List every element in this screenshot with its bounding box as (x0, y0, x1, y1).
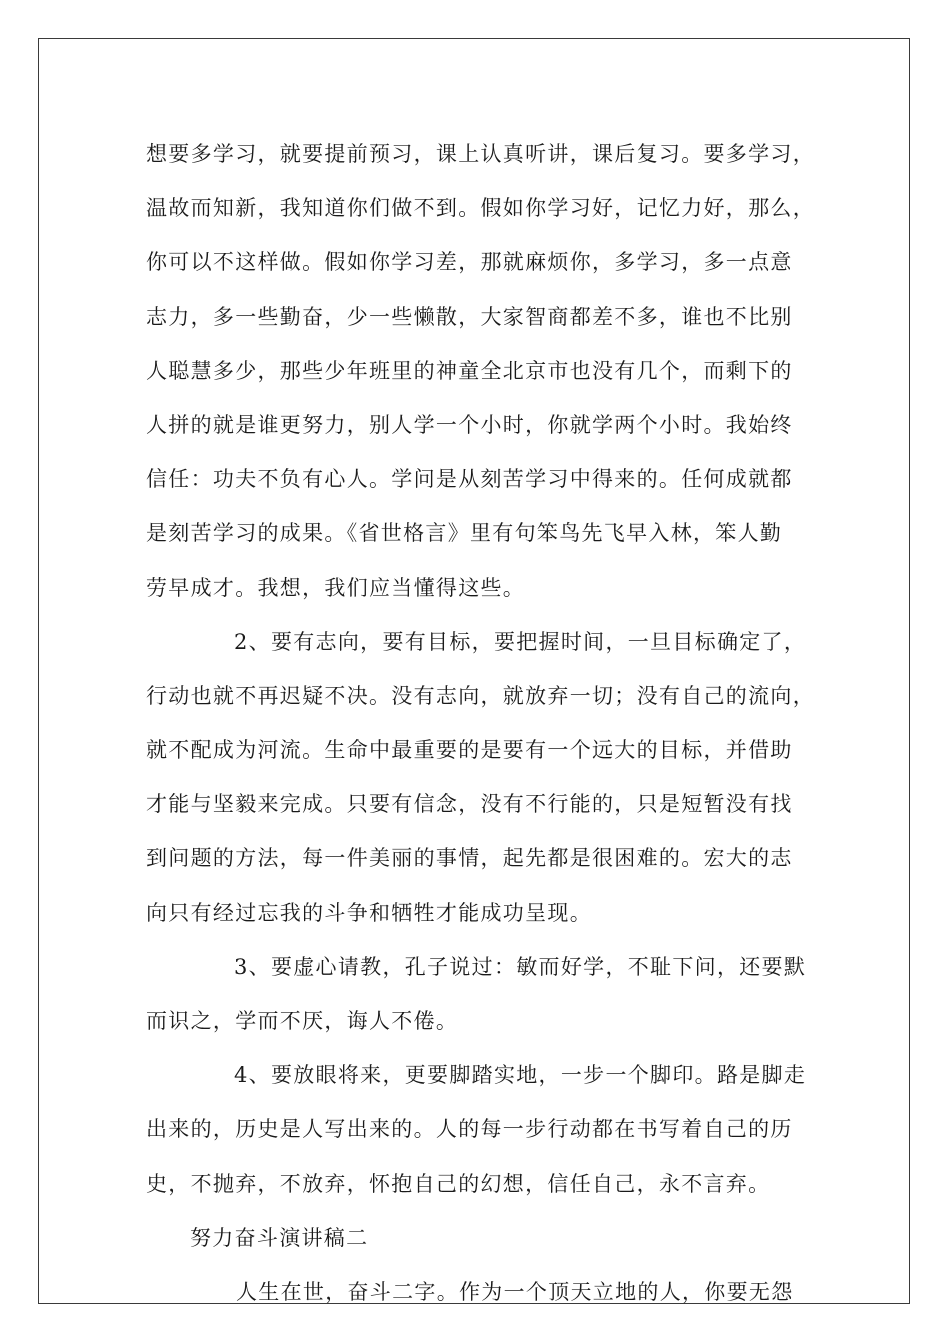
text-line: 到问题的方法，每一件美丽的事情，起先都是很困难的。宏大的志 (146, 846, 793, 871)
text-line: 是刻苦学习的成果。《省世格言》里有句笨鸟先飞早入林，笨人勤 (146, 521, 783, 546)
paragraph-2 (146, 615, 822, 940)
text-line: 史，不抛弃，不放弃，怀抱自己的幻想，信任自己，永不言弃。 (146, 1171, 771, 1196)
text-line: 人拼的就是谁更努力，别人学一个小时，你就学两个小时。我始终 (146, 412, 793, 437)
text-line: 你可以不这样做。假如你学习差，那就麻烦你，多学习，多一点意 (146, 250, 793, 275)
text-line: 3、要虚心请教，孔子说过：敏而好学，不耻下问，还要默 (234, 954, 807, 979)
text-line: 出来的，历史是人写出来的。人的每一步行动都在书写着自己的历 (146, 1117, 793, 1142)
paragraph-4 (146, 1048, 822, 1211)
text-line: 温故而知新，我知道你们做不到。假如你学习好，记忆力好，那么， (146, 196, 815, 221)
text-line: 志力，多一些勤奋，少一些懒散，大家智商都差不多，谁也不比别 (146, 304, 793, 329)
document-body (146, 127, 822, 1319)
text-line: 而识之，学而不厌，诲人不倦。 (146, 1009, 459, 1033)
section-heading: 努力奋斗演讲稿二 (190, 1225, 369, 1250)
paragraph-5 (146, 1265, 822, 1319)
paragraph-1 (146, 127, 822, 615)
text-line: 人生在世，奋斗二字。作为一个顶天立地的人，你要无怨 (236, 1279, 794, 1304)
text-line: 2、要有志向，要有目标，要把握时间，一旦目标确定了， (234, 629, 807, 654)
text-line: 4、要放眼将来，更要脚踏实地，一步一个脚印。路是脚走 (234, 1063, 807, 1088)
text-line: 才能与坚毅来完成。只要有信念，没有不行能的，只是短暂没有找 (146, 792, 793, 817)
text-line: 劳早成才。我想，我们应当懂得这些。 (146, 575, 526, 600)
text-line: 信任：功夫不负有心人。学问是从刻苦学习中得来的。任何成就都 (146, 467, 793, 492)
text-line: 人聪慧多少，那些少年班里的神童全北京市也没有几个，而剩下的 (146, 358, 793, 383)
text-line: 行动也就不再迟疑不决。没有志向，就放弃一切；没有自己的流向， (146, 683, 815, 708)
paragraph-3 (146, 940, 822, 1048)
text-line: 想要多学习，就要提前预习，课上认真听讲，课后复习。要多学习， (146, 142, 815, 166)
text-line: 向只有经过忘我的斗争和牺牲才能成功呈现。 (146, 900, 592, 925)
text-line: 就不配成为河流。生命中最重要的是要有一个远大的目标，并借助 (146, 738, 793, 763)
